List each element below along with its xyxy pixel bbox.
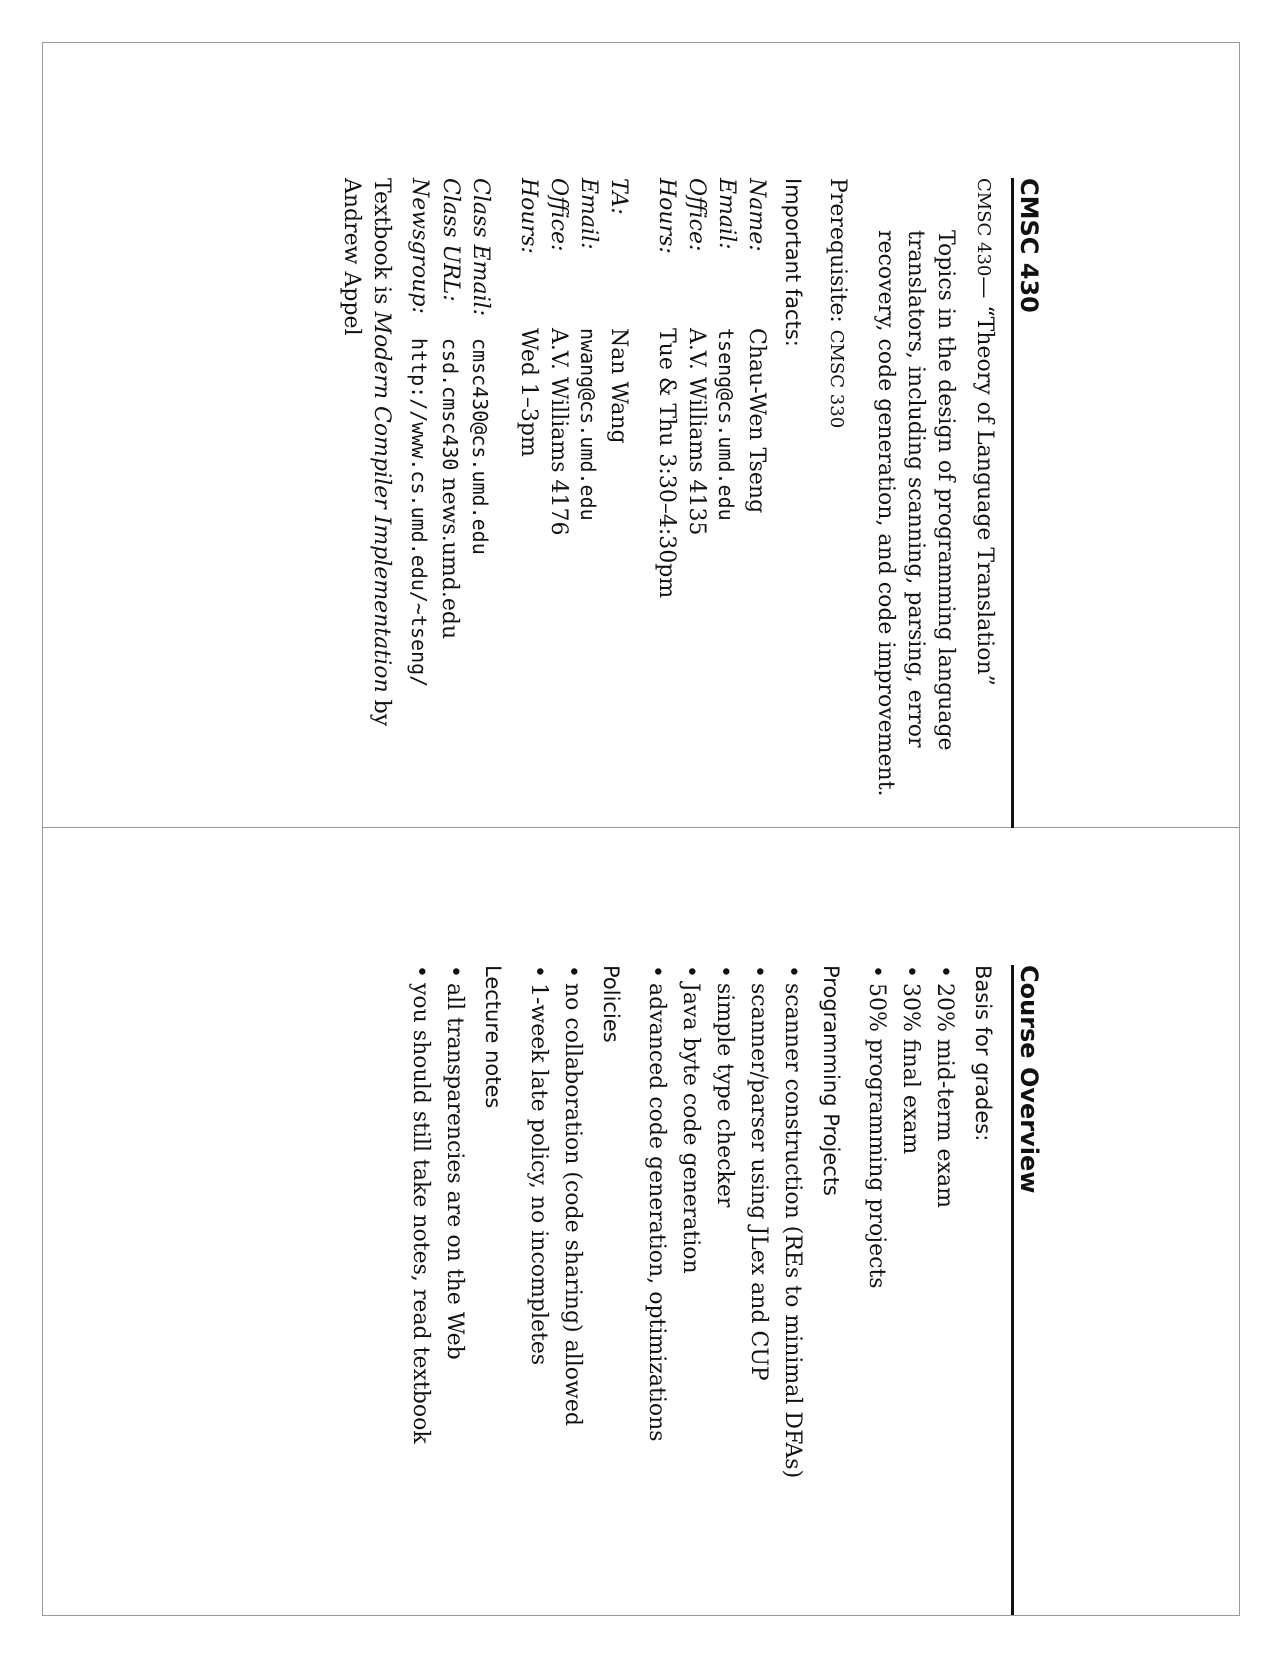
instructor-hours: Tue & Thu 3:30–4:30pm — [654, 328, 679, 599]
ta-hours-row — [513, 178, 543, 828]
class-url-label: Class URL: — [438, 178, 463, 302]
bullet-icon: • — [864, 965, 889, 978]
bullet-icon: • — [898, 965, 923, 978]
ta-label: TA: — [606, 178, 631, 215]
instructor-office-label: Office: — [684, 178, 709, 252]
ta-office: A.V. Williams 4176 — [546, 328, 571, 536]
list-item: • advanced code generation, optimizations — [639, 965, 673, 1615]
instructor-email: tseng@cs.umd.edu — [714, 328, 738, 521]
newsgroup-label: Newsgroup: — [407, 178, 432, 314]
lecture-notes-heading: Lecture notes — [481, 965, 505, 1109]
prerequisite-label: Prerequisite: — [825, 178, 850, 323]
instructor-name-label: Name: — [744, 178, 769, 252]
class-email-label: Class Email: — [468, 178, 493, 317]
list-item: • 20% mid-term exam — [927, 965, 961, 1615]
list-item: • 50% programming projects — [859, 965, 893, 1615]
ta-email-row — [573, 178, 603, 828]
important-facts-heading: Important facts: — [781, 178, 805, 347]
bullet-icon: • — [526, 965, 551, 978]
list-item: • simple type checker — [707, 965, 741, 1615]
bullet-icon: • — [780, 965, 805, 978]
class-url-row — [434, 178, 465, 828]
bullet-icon: • — [932, 965, 957, 978]
prerequisite-value: CMSC 330 — [826, 329, 847, 429]
list-item: • all transparencies are on the Web — [437, 965, 471, 1615]
list-item: • Java byte code generation — [673, 965, 707, 1615]
list-item: • scanner construction (REs to minimal DFAs) — [775, 965, 809, 1615]
prerequisite — [821, 178, 852, 828]
bullet-icon: • — [712, 965, 737, 978]
textbook-author: Andrew Appel — [339, 178, 364, 336]
grades-heading: Basis for grades: — [971, 965, 995, 1142]
ta-email-label: Email: — [576, 178, 601, 250]
slide-2 — [0, 925, 1058, 1655]
projects-heading: Programming Projects — [819, 965, 843, 1196]
list-item: • you should still take notes, read textbook — [403, 965, 437, 1615]
bullet-icon: • — [746, 965, 771, 978]
ta-email: nwang@cs.umd.edu — [576, 328, 600, 521]
textbook-title: Modern Compiler Implementation — [369, 311, 394, 693]
textbook-suffix: by — [369, 692, 394, 727]
course-description: Topics in the design of programming language translators, including scanning, parsing, error recovery, code generation, and code improvement. — [873, 230, 958, 797]
class-url-suffix: news.umd.edu — [437, 470, 462, 640]
class-url: csd.cmsc430 — [438, 338, 462, 471]
bullet-icon: • — [408, 965, 433, 978]
course-name: — “Theory of Language Translation” — [972, 276, 997, 686]
newsgroup-row — [404, 178, 434, 828]
instructor-office: A.V. Williams 4135 — [684, 328, 709, 536]
instructor-hours-row — [651, 178, 681, 828]
ta-office-row — [543, 178, 573, 828]
class-email[interactable]: cmsc430@cs.umd.edu — [468, 338, 492, 555]
course-code: CMSC 430 — [973, 178, 994, 277]
bullet-icon: • — [678, 965, 703, 978]
instructor-name-row — [741, 178, 771, 828]
slide-1 — [0, 138, 1058, 868]
ta-hours-label: Hours: — [516, 178, 541, 254]
instructor-email-label: Email: — [714, 178, 739, 250]
textbook-prefix: Textbook is — [369, 178, 394, 312]
list-item: • scanner/parser using JLex and CUP — [741, 965, 775, 1615]
ta-office-label: Office: — [546, 178, 571, 252]
ta-name-row — [603, 178, 633, 828]
ta-hours: Wed 1–3pm — [516, 328, 541, 457]
course-subtitle — [968, 178, 999, 828]
bullet-icon: • — [442, 965, 467, 978]
ta-name: Nan Wang — [606, 328, 631, 444]
bullet-icon: • — [644, 965, 669, 978]
class-email-row — [465, 178, 495, 828]
instructor-name: Chau-Wen Tseng — [744, 328, 769, 514]
list-item: • 30% final exam — [893, 965, 927, 1615]
bullet-icon: • — [560, 965, 585, 978]
slide-1-title: CMSC 430 — [1015, 178, 1043, 313]
textbook-line — [366, 178, 396, 828]
slide-2-title: Course Overview — [1015, 965, 1043, 1194]
list-item: • 1-week late policy, no incompletes — [521, 965, 555, 1615]
policies-heading: Policies — [599, 965, 623, 1043]
instructor-hours-label: Hours: — [654, 178, 679, 254]
instructor-office-row — [681, 178, 711, 828]
instructor-email-row — [711, 178, 741, 828]
newsgroup-url[interactable]: http://www.cs.umd.edu/~tseng/ — [407, 338, 431, 688]
list-item: • no collaboration (code sharing) allowed — [555, 965, 589, 1615]
